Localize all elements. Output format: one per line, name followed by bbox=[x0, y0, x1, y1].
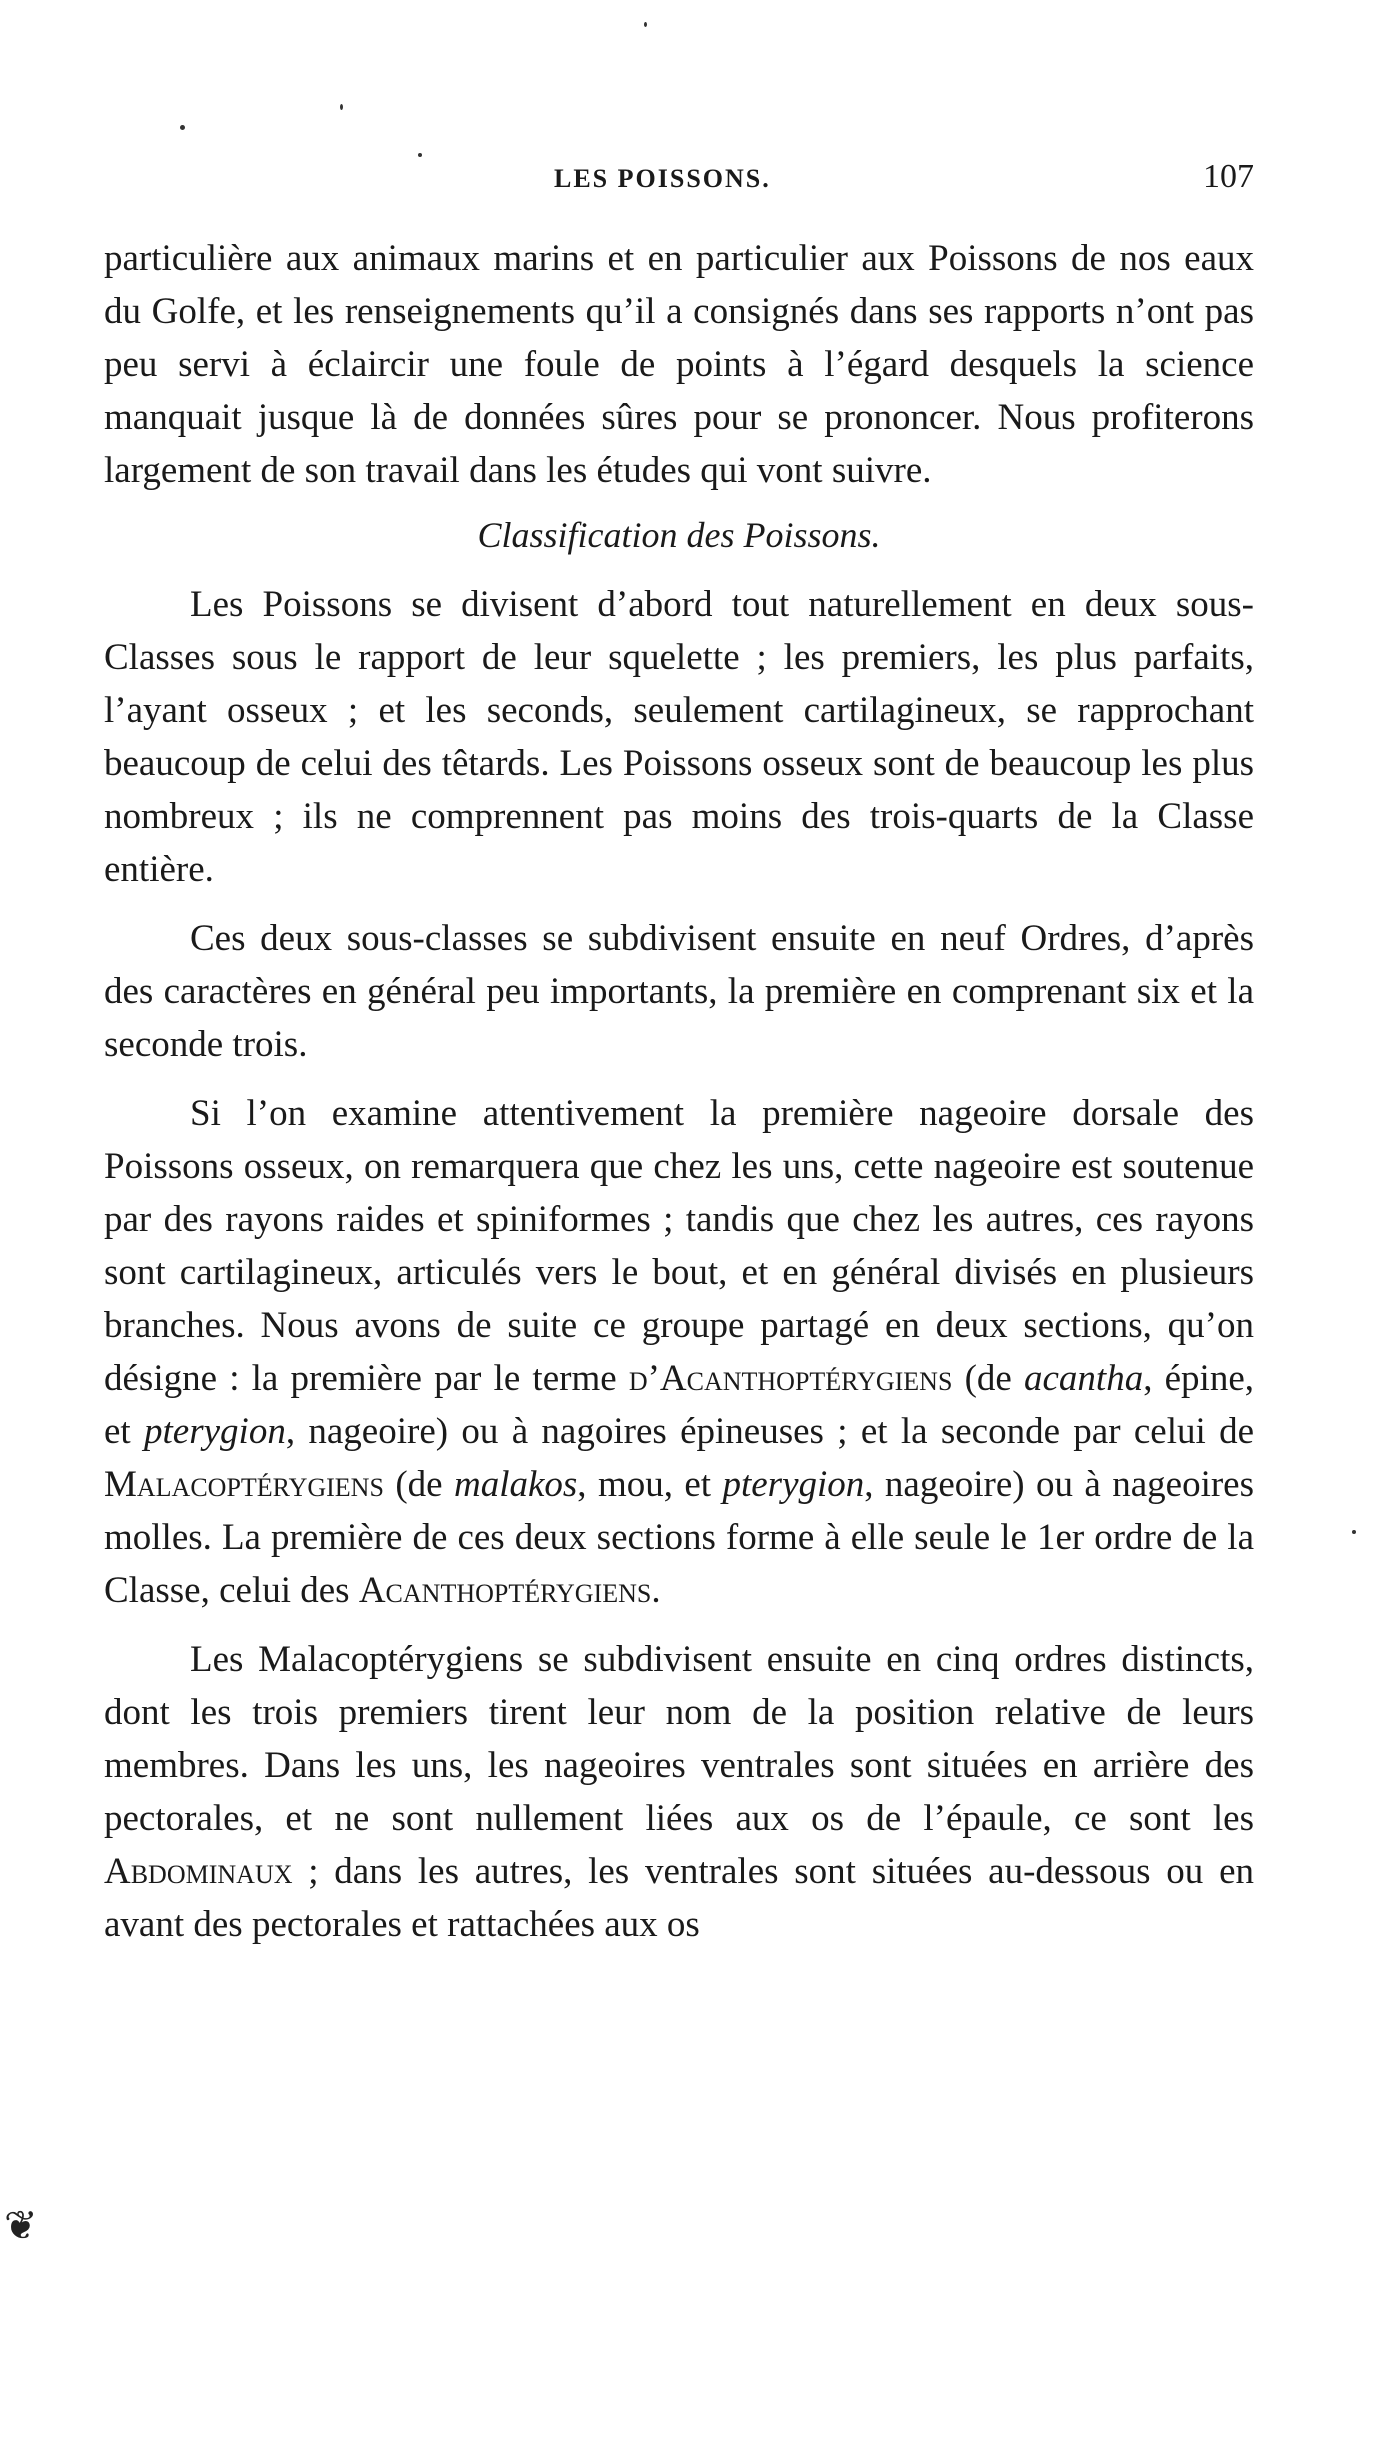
paragraph-dorsal-fin bbox=[104, 1087, 1254, 1617]
paragraph-continuation: particulière aux animaux marins et en particulier aux Poissons de nos eaux du Golfe, et les renseignements qu’il a consignés dans ses rapports n’ont pas peu servi à éclaircir une foule de points à l’égard desquels la science manquait jusque là de données sûres pour se prononcer. Nous profiterons largement de son travail dans les études qui vont suivre. bbox=[104, 238, 1254, 491]
term-pterygion: pterygion bbox=[722, 1464, 865, 1505]
text-run: (de bbox=[383, 1464, 454, 1505]
section-title: Classification des Poissons. bbox=[477, 515, 881, 555]
text-run: Si l’on examine attentivement la première nageoire dorsale des Poissons osseux, on remarquera que chez les uns, cette nageoire est soutenue par des rayons raides et spiniformes ; tandis que chez les autres, ces rayons sont cartilagineux, articulés vers le bout, et en général divisés en plusieurs branches. Nous avons de suite ce groupe partagé en deux sections, qu’on désigne : la première par le terme bbox=[104, 1093, 1254, 1399]
text-run: , nageoire) ou à nagoires épineuses ; et la seconde par celui de bbox=[285, 1411, 1254, 1452]
text-run: , épine, et bbox=[104, 1358, 1254, 1452]
page-header bbox=[104, 158, 1254, 208]
paragraph-classification: Les Poissons se divisent d’abord tout naturellement en deux sous-Classes sous le rapport de leur squelette ; les premiers, les plus parfaits, l’ayant osseux ; et les seconds, seulement cartilagineux, se rapprochant beaucoup de celui des têtards. Les Poissons osseux sont de beaucoup les plus nombreux ; ils ne comprennent pas moins des trois-quarts de la Classe entière. bbox=[104, 584, 1254, 890]
term-malacopterygiens: Malacoptérygiens bbox=[104, 1464, 384, 1505]
paragraph-malacopterygiens bbox=[104, 1633, 1254, 1951]
text-run: (de bbox=[952, 1358, 1024, 1399]
fleuron-ornament-icon: ❦ bbox=[4, 2203, 38, 2248]
body-text bbox=[104, 232, 1254, 1951]
text-run: , nageoire) ou à nageoires molles. La première de ces deux sections forme à elle seule le 1er ordre de la Classe, celui des bbox=[104, 1464, 1254, 1611]
term-acanthopterygiens: Acanthoptérygiens bbox=[358, 1570, 652, 1611]
ink-speck bbox=[418, 153, 422, 157]
text-run: Les Malacoptérygiens se subdivisent ensuite en cinq ordres distincts, dont les trois premiers tirent leur nom de la position relative de leurs membres. Dans les uns, les nageoires ventrales sont situées en arrière des pectorales, et ne sont nullement liées aux os de l’épaule, ce sont les bbox=[104, 1639, 1254, 1839]
text-run: , mou, et bbox=[577, 1464, 723, 1505]
term-abdominaux: Abdominaux bbox=[104, 1851, 293, 1892]
term-pterygion: pterygion bbox=[144, 1411, 286, 1452]
paragraph-subclasses: Ces deux sous-classes se subdivisent ensuite en neuf Ordres, d’après des caractères en général peu importants, la première en comprenant six et la seconde trois. bbox=[104, 918, 1254, 1065]
running-title: LES POISSONS. bbox=[554, 164, 771, 193]
term-malakos: malakos bbox=[453, 1464, 578, 1505]
ink-speck bbox=[340, 104, 343, 110]
text-run: . bbox=[651, 1570, 661, 1611]
text-run: ; dans les autres, les ventrales sont situées au-dessous ou en avant des pectorales et rattachées aux os bbox=[104, 1851, 1254, 1945]
page-number: 107 bbox=[1203, 158, 1254, 195]
ink-speck bbox=[180, 125, 185, 130]
ink-speck bbox=[1352, 1530, 1356, 1534]
ink-speck bbox=[644, 22, 647, 27]
term-acantha: acantha bbox=[1024, 1358, 1144, 1399]
term-acanthopterygiens: d’Acanthoptérygiens bbox=[628, 1358, 953, 1399]
